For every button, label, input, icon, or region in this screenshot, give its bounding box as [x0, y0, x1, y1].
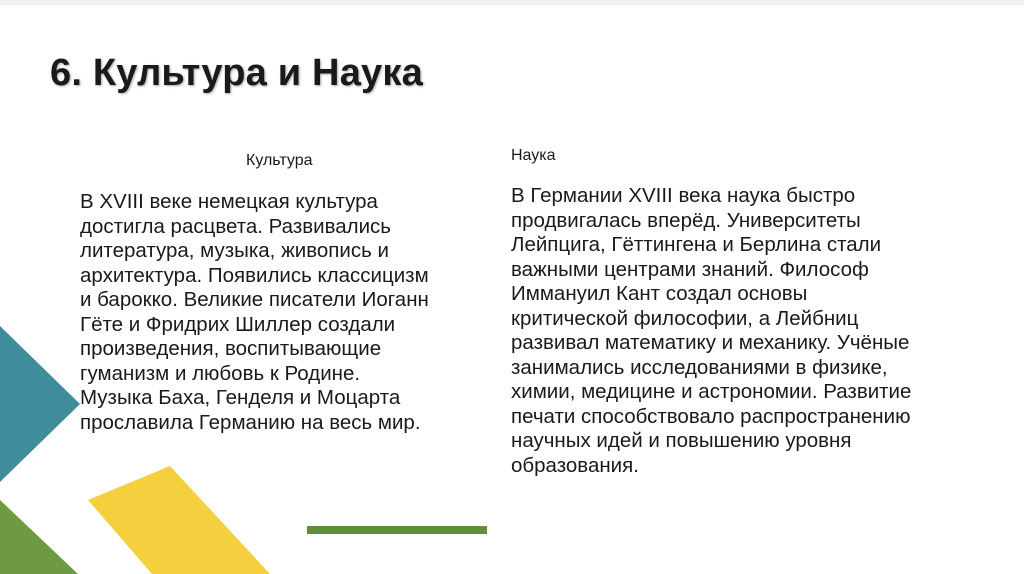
science-line: Иммануил Кант создал основы	[511, 282, 808, 305]
science-line: важными центрами знаний. Философ	[511, 257, 869, 281]
slide-title: 6. Культура и Наука	[50, 52, 423, 94]
culture-line: произведения, воспитывающие	[80, 337, 382, 360]
divider-bar	[307, 526, 487, 534]
science-line: образования.	[511, 453, 639, 477]
science-text	[511, 184, 991, 478]
culture-line: гуманизм и любовь к Родине.	[80, 361, 361, 385]
green-triangle	[0, 500, 78, 574]
culture-line: Музыка Баха, Генделя и Моцарта	[80, 386, 401, 409]
culture-line: прославила Германию на весь мир.	[80, 410, 421, 434]
culture-line: литература, музыка, живопись и	[80, 239, 389, 262]
science-heading: Наука	[511, 147, 556, 164]
culture-line: В XVIII веке немецкая культура	[80, 190, 378, 213]
science-line: занимались исследованиями в физике,	[511, 355, 888, 379]
science-line: научных идей и повышению уровня	[511, 429, 852, 452]
science-line: Лейпцига, Гёттингена и Берлина стали	[511, 233, 882, 256]
culture-line: Гёте и Фридрих Шиллер создали	[80, 312, 396, 336]
science-line: химии, медицине и астрономии. Развитие	[511, 380, 912, 403]
culture-line: достигла расцвета. Развивались	[80, 214, 391, 238]
science-line: печати способствовало распространению	[511, 404, 911, 428]
teal-triangle	[0, 326, 80, 482]
culture-text	[80, 190, 500, 435]
science-line: развивал математику и механику. Учёные	[511, 331, 910, 354]
yellow-stripe	[88, 466, 270, 574]
science-line: критической философии, а Лейбниц	[511, 306, 859, 330]
culture-heading: Культура	[246, 152, 313, 169]
science-line: В Германии XVIII века наука быстро	[511, 184, 856, 207]
science-line: продвигалась вперёд. Университеты	[511, 208, 861, 232]
culture-line: и барокко. Великие писатели Иоганн	[80, 288, 429, 311]
culture-line: архитектура. Появились классицизм	[80, 263, 429, 287]
